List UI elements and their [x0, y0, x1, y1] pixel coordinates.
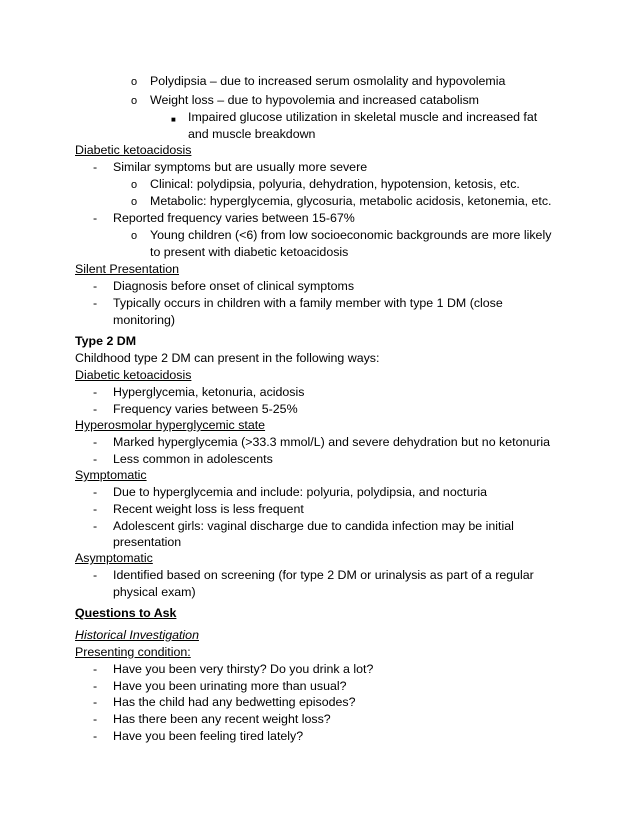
text-line: Frequency varies between 5-25% — [113, 402, 298, 416]
text-line: Adolescent girls: vaginal discharge due to candida infection may be initial — [113, 519, 514, 533]
dash-bullet: - — [93, 695, 98, 709]
text-line: Young children (<6) from low socioeconomic backgrounds are more likely — [150, 228, 552, 242]
text-line: monitoring) — [113, 313, 175, 327]
dash-bullet: - — [93, 519, 98, 533]
dash-bullet: - — [93, 160, 98, 174]
text-line: Identified based on screening (for type 2 DM or urinalysis as part of a regular — [113, 568, 534, 582]
section-heading-type2: Type 2 DM — [75, 334, 137, 348]
section-heading-symptomatic: Symptomatic — [75, 468, 147, 482]
circle-bullet: o — [131, 179, 138, 191]
question-item: Have you been urinating more than usual? — [113, 679, 347, 693]
dash-bullet: - — [93, 279, 98, 293]
text-line: Metabolic: hyperglycemia, glycosuria, metabolic acidosis, ketonemia, etc. — [150, 194, 552, 208]
section-heading-dka2: Diabetic ketoacidosis — [75, 368, 192, 382]
text-line: Due to hyperglycemia and include: polyuria, polydipsia, and nocturia — [113, 485, 488, 499]
text-line: to present with diabetic ketoacidosis — [150, 245, 349, 259]
section-heading-questions: Questions to Ask — [75, 606, 177, 620]
text-line: Similar symptoms but are usually more severe — [113, 160, 368, 174]
dash-bullet: - — [93, 435, 98, 449]
dash-bullet: - — [93, 485, 98, 499]
text-line: and muscle breakdown — [188, 127, 316, 141]
subheading-presenting: Presenting condition: — [75, 645, 191, 659]
dash-bullet: - — [93, 211, 98, 225]
circle-bullet: o — [131, 230, 138, 242]
section-heading-dka: Diabetic ketoacidosis — [75, 143, 192, 157]
question-item: Has the child had any bedwetting episodes? — [113, 695, 356, 709]
text-line: Polydipsia – due to increased serum osmolality and hypovolemia — [150, 74, 506, 88]
dash-bullet: - — [93, 712, 98, 726]
dash-bullet: - — [93, 296, 98, 310]
text-line: Recent weight loss is less frequent — [113, 502, 304, 516]
text-line: physical exam) — [113, 585, 196, 599]
text-line: Reported frequency varies between 15-67% — [113, 211, 355, 225]
text-line: Childhood type 2 DM can present in the following ways: — [75, 351, 380, 365]
section-heading-silent: Silent Presentation — [75, 262, 180, 276]
dash-bullet: - — [93, 679, 98, 693]
square-bullet: ■ — [171, 115, 176, 124]
text-line: Weight loss – due to hypovolemia and increased catabolism — [150, 93, 479, 107]
question-item: Has there been any recent weight loss? — [113, 712, 331, 726]
question-item: Have you been feeling tired lately? — [113, 729, 304, 743]
dash-bullet: - — [93, 502, 98, 516]
question-item: Have you been very thirsty? Do you drink a lot? — [113, 662, 374, 676]
circle-bullet: o — [131, 76, 138, 88]
section-heading-hyperosmolar: Hyperosmolar hyperglycemic state — [75, 418, 266, 432]
text-line: presentation — [113, 535, 182, 549]
dash-bullet: - — [93, 385, 98, 399]
dash-bullet: - — [93, 729, 98, 743]
circle-bullet: o — [131, 95, 138, 107]
dash-bullet: - — [93, 568, 98, 582]
dash-bullet: - — [93, 402, 98, 416]
dash-bullet: - — [93, 662, 98, 676]
text-line: Marked hyperglycemia (>33.3 mmol/L) and severe dehydration but no ketonuria — [113, 435, 551, 449]
text-line: Diagnosis before onset of clinical symptoms — [113, 279, 355, 293]
subheading-historical: Historical Investigation — [75, 628, 199, 642]
text-line: Clinical: polydipsia, polyuria, dehydration, hypotension, ketosis, etc. — [150, 177, 520, 191]
text-line: Hyperglycemia, ketonuria, acidosis — [113, 385, 305, 399]
dash-bullet: - — [93, 452, 98, 466]
text-line: Typically occurs in children with a family member with type 1 DM (close — [113, 296, 503, 310]
circle-bullet: o — [131, 196, 138, 208]
section-heading-asymptomatic: Asymptomatic — [75, 551, 153, 565]
text-line: Impaired glucose utilization in skeletal muscle and increased fat — [188, 110, 538, 124]
text-line: Less common in adolescents — [113, 452, 273, 466]
